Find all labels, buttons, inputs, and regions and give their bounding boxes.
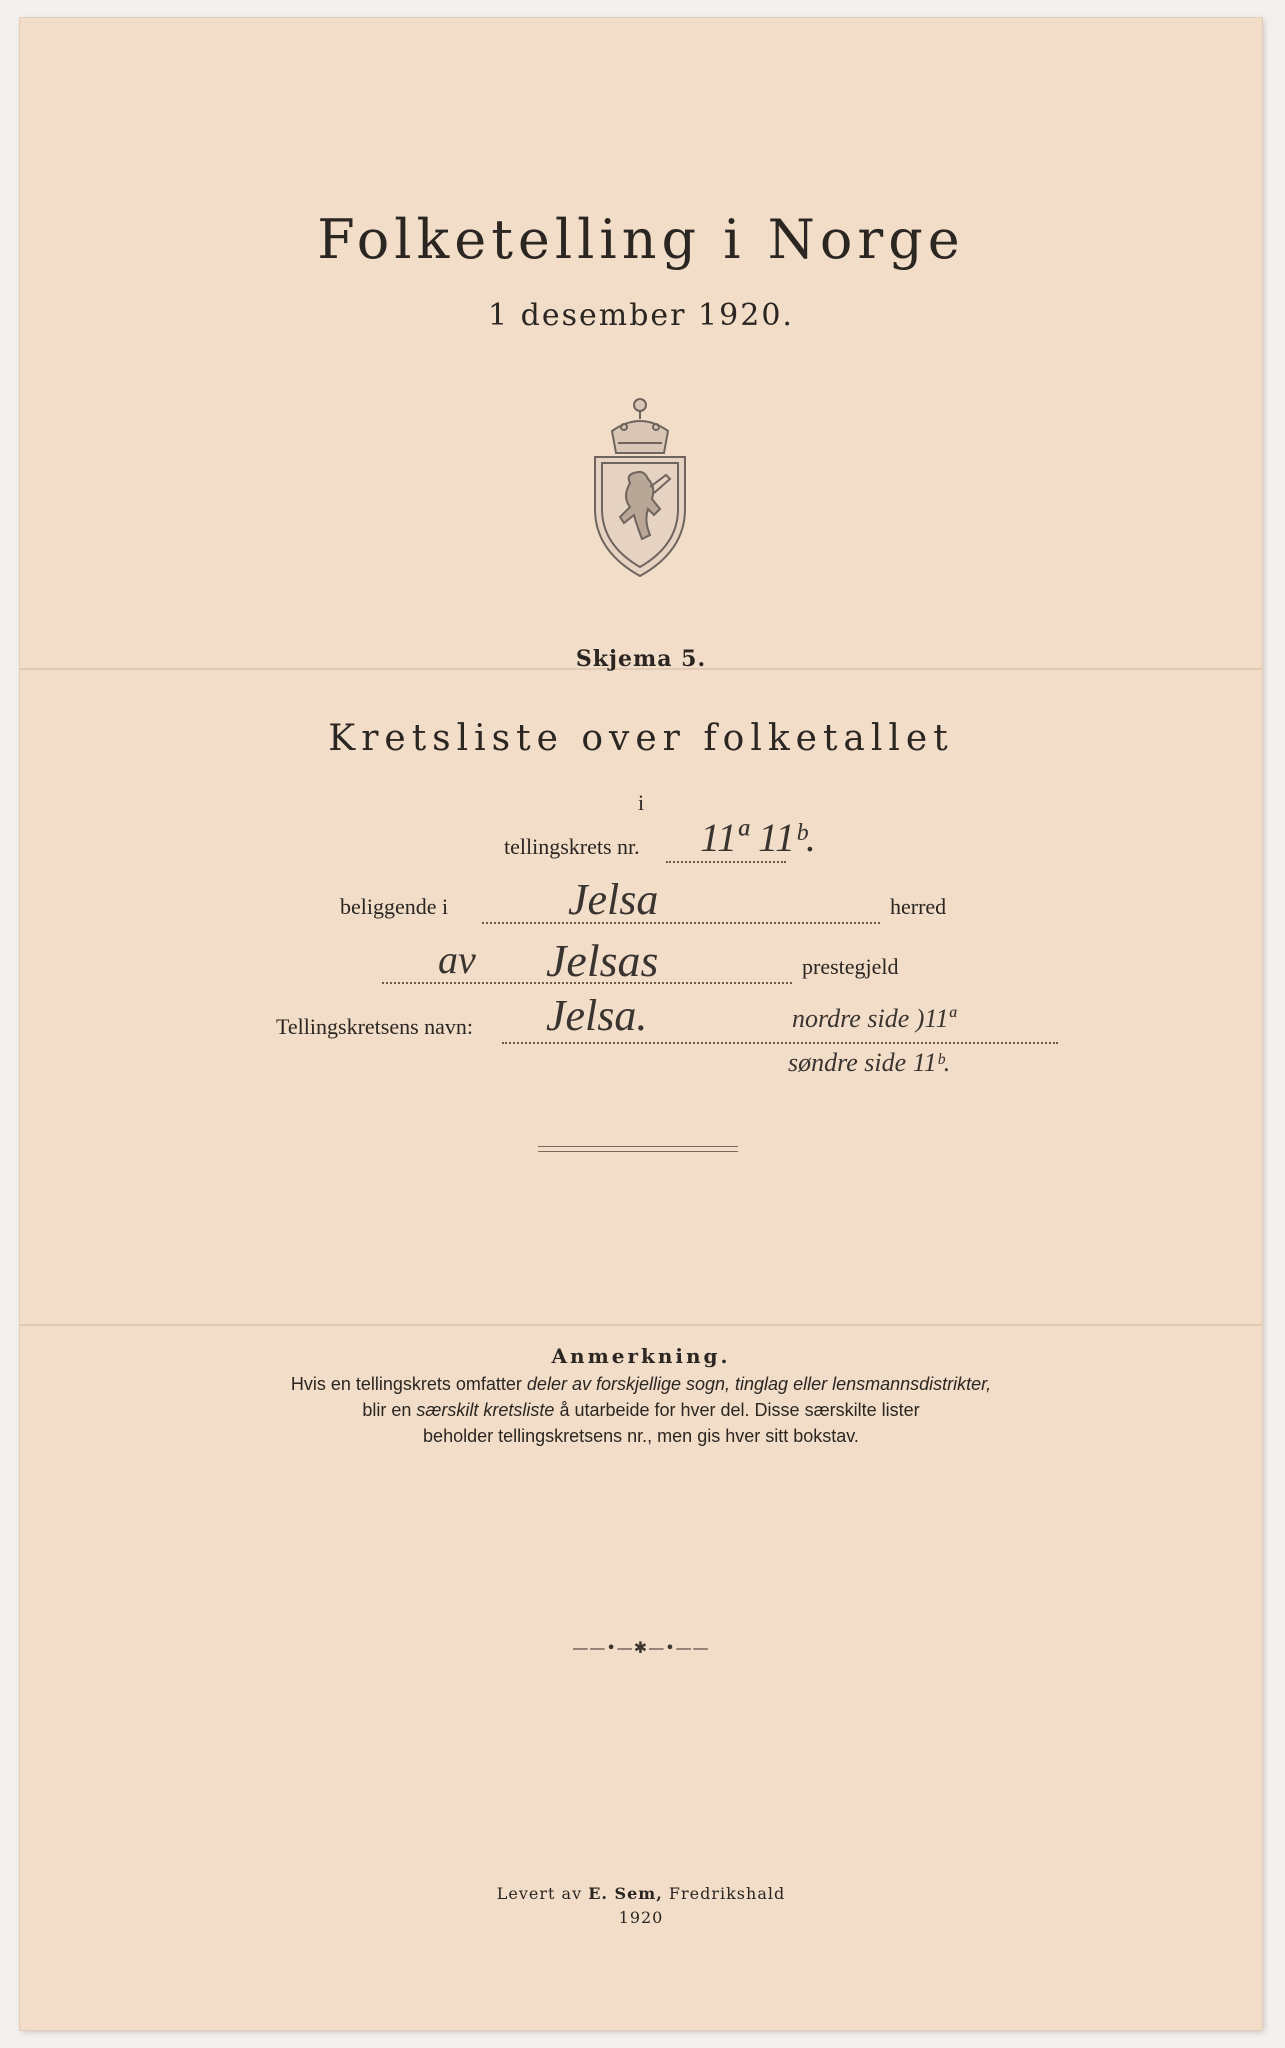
remark-line-2: blir en særskilt kretsliste å utarbeide for hver del. Disse særskilte lister	[362, 1400, 920, 1420]
norwegian-coat-of-arms-icon	[590, 391, 690, 581]
form-heading: Kretsliste over folketallet	[328, 718, 954, 759]
parish-value: Jelsas	[546, 935, 659, 986]
census-form-page	[20, 18, 1262, 2030]
ornament-divider: ——•—✱—•——	[572, 1638, 710, 1657]
page-title: Folketelling i Norge	[317, 208, 965, 271]
fold-line	[20, 1324, 1262, 1326]
district-name-note-1: nordre side )11ª	[792, 1004, 956, 1033]
schema-number: Skjema 5.	[575, 646, 707, 672]
census-date: 1 desember 1920.	[488, 298, 794, 333]
district-name-dots	[502, 1042, 1058, 1044]
preposition: i	[637, 790, 645, 815]
remark-line-3: beholder tellingskretsens nr., men gis hver sitt bokstav.	[423, 1426, 859, 1446]
district-name-label: Tellingskretsens navn:	[276, 1014, 474, 1039]
district-number-dots	[666, 861, 786, 863]
remark-line-1: Hvis en tellingskrets omfatter deler av forskjellige sogn, tinglag eller lensmannsdistrikter,	[290, 1374, 992, 1394]
district-name-value: Jelsa.	[546, 991, 648, 1040]
parish-prefix-value: av	[438, 937, 476, 982]
parish-label: prestegjeld	[802, 954, 899, 979]
section-divider	[538, 1146, 738, 1152]
printer-line: Levert av E. Sem, Fredrikshald	[496, 1884, 786, 1903]
located-in-label: beliggende i	[340, 894, 449, 919]
district-number-label: tellingskrets nr.	[504, 834, 640, 859]
printer-year: 1920	[618, 1908, 664, 1927]
located-in-dots	[482, 922, 880, 924]
located-in-value: Jelsa	[568, 875, 659, 924]
district-name-note-2: søndre side 11ᵇ.	[788, 1048, 951, 1077]
remark-heading: Anmerkning.	[551, 1344, 731, 1368]
district-number-value: 11ª 11ᵇ.	[700, 815, 816, 860]
herred-label: herred	[890, 894, 947, 919]
